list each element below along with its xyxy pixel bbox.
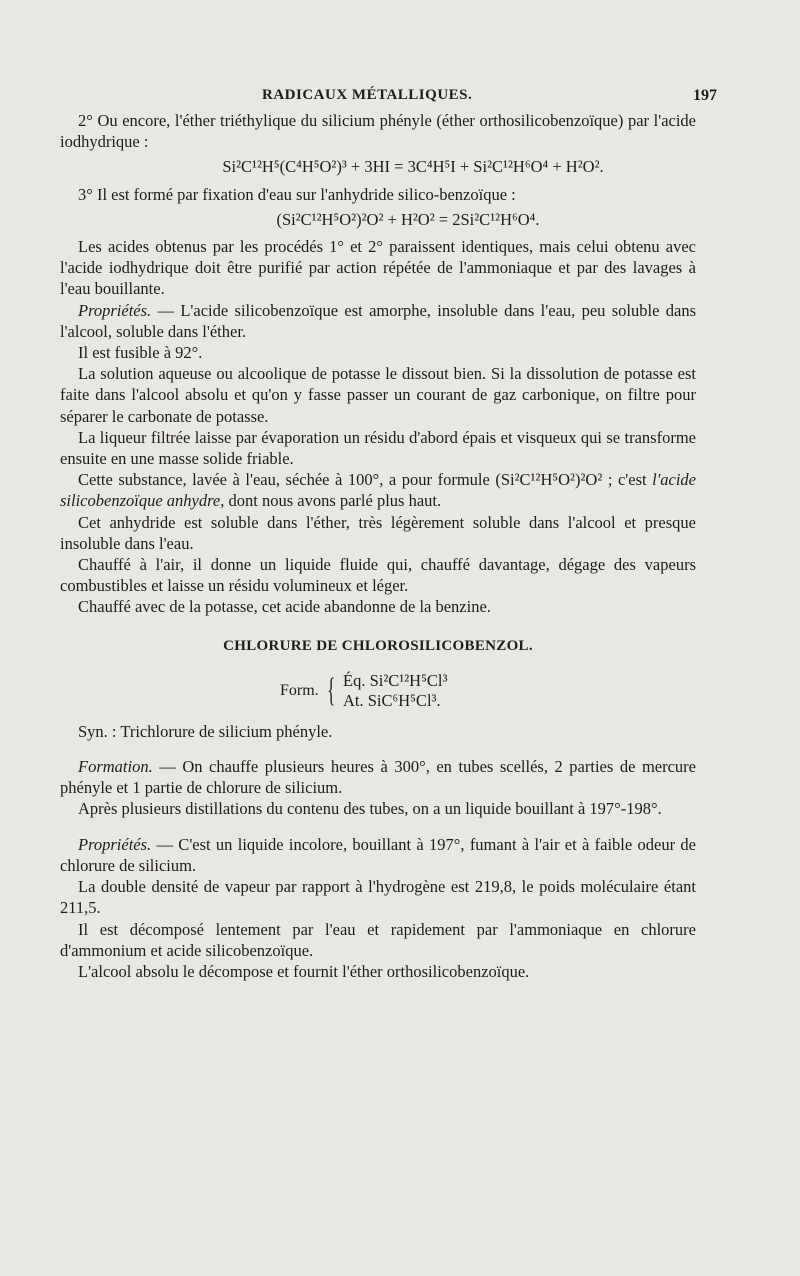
paragraph-text: — L'acide silicobenzoïque est amorphe, insoluble dans l'eau, peu soluble dans l'alcool, soluble dans l'éther.	[60, 300, 696, 341]
equation: (Si²C¹²H⁵O²)²O² + H²O² = 2Si²C¹²H⁶O⁴.	[276, 209, 540, 229]
paragraph-text: — On chauffe plusieurs heures à 300°, en tubes scellés, 2 parties de mercure phényle et 1 partie de chlorure de silicium.	[60, 757, 696, 798]
paragraph: Chauffé avec de la potasse, cet acide abandonne de la benzine.	[78, 597, 491, 617]
formula-lines	[343, 671, 447, 711]
paragraph: Chauffé à l'air, il donne un liquide fluide qui, chauffé davantage, dégage des vapeurs combustibles et laisse un résidu volumineux et léger.	[60, 555, 696, 596]
page-body	[60, 110, 696, 982]
paragraph	[60, 834, 696, 876]
spacer	[60, 742, 696, 756]
formula-atomic: At. SiC⁶H⁵Cl³.	[343, 690, 441, 710]
paragraph-text: , dont nous avons parlé plus haut.	[220, 491, 442, 511]
paragraph-text: — C'est un liquide incolore, bouillant à 197°, fumant à l'air et à faible odeur de chlorure de silicium.	[60, 834, 696, 875]
page-number: 197	[693, 87, 717, 104]
brace-icon: {	[326, 671, 335, 709]
formation-label: Formation.	[78, 757, 153, 777]
paragraph	[60, 756, 696, 798]
formula-label: Form.	[280, 682, 319, 700]
paragraph: Il est fusible à 92°.	[78, 343, 203, 363]
paragraph: Cet anhydride est soluble dans l'éther, très légèrement soluble dans l'alcool et presque insoluble dans l'eau.	[60, 512, 696, 553]
synonym: Syn. : Trichlorure de silicium phényle.	[78, 721, 333, 741]
spacer	[60, 820, 696, 834]
properties-label: Propriétés.	[78, 834, 152, 854]
paragraph-text: Cette substance, lavée à l'eau, séchée à 100°, a pour formule (Si²C¹²H⁵O²)²O² ; c'est	[78, 470, 653, 490]
paragraph: La solution aqueuse ou alcoolique de potasse le dissout bien. Si la dissolution de potasse est faite dans l'alcool absolu et qu'on y fasse passer un courant de gaz carbonique, on filtre pour séparer le carbonate de potasse.	[60, 364, 696, 426]
page-header	[0, 85, 800, 109]
paragraph: La liqueur filtrée laisse par évaporation un résidu d'abord épais et visqueux qui se transforme ensuite en une masse solide friable.	[60, 427, 696, 469]
paragraph	[60, 469, 696, 511]
paragraph: 2° Ou encore, l'éther triéthylique du silicium phényle (éther orthosilicobenzoïque) par l'acide iodhydrique :	[60, 111, 696, 152]
formula-block	[280, 671, 696, 711]
paragraph: Après plusieurs distillations du contenu des tubes, on a un liquide bouillant à 197°-198°.	[78, 799, 662, 819]
equation: Si²C¹²H⁵(C⁴H⁵O²)³ + 3HI = 3C⁴H⁵I + Si²C¹²H⁶O⁴ + H²O².	[222, 157, 604, 177]
paragraph	[60, 300, 696, 342]
properties-label: Propriétés.	[78, 300, 152, 320]
section-title: CHLORURE DE CHLOROSILICOBENZOL.	[223, 637, 533, 654]
formula-equivalent: Éq. Si²C¹²H⁵Cl³	[343, 670, 448, 690]
paragraph: 3° Il est formé par fixation d'eau sur l'anhydride silico-benzoïque :	[78, 184, 516, 204]
running-title: RADICAUX MÉTALLIQUES.	[262, 87, 473, 103]
paragraph: La double densité de vapeur par rapport à l'hydrogène est 219,8, le poids moléculaire étant 211,5.	[60, 877, 696, 918]
paragraph: Les acides obtenus par les procédés 1° et 2° paraissent identiques, mais celui obtenu avec l'acide iodhydrique doit être purifié par action répétée de l'ammoniaque et par des lavages à l'eau bouillante.	[60, 237, 696, 299]
paragraph: Il est décomposé lentement par l'eau et rapidement par l'ammoniaque en chlorure d'ammonium et acide silicobenzoïque.	[60, 919, 696, 960]
paragraph: L'alcool absolu le décompose et fournit l'éther orthosilicobenzoïque.	[78, 961, 530, 981]
italic-term: l'acide silicobenzoïque anhydre	[60, 470, 696, 511]
